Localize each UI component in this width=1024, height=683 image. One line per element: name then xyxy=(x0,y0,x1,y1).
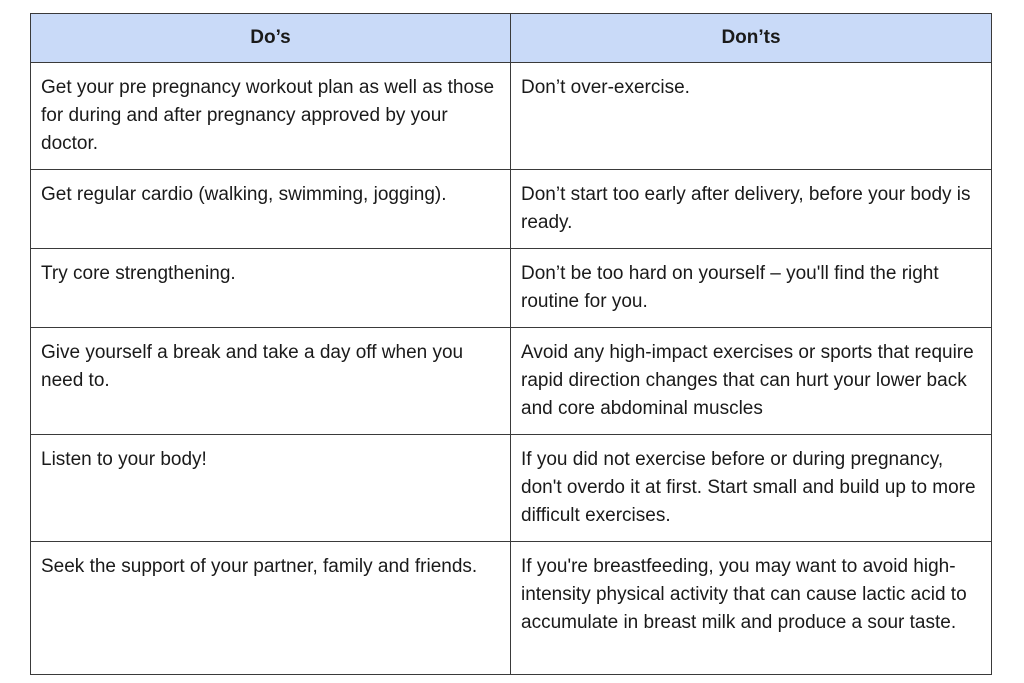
do-cell: Get regular cardio (walking, swimming, jogging). xyxy=(31,170,511,249)
dont-cell: If you did not exercise before or during pregnancy, don't overdo it at first. Start small and build up to more difficult exercises. xyxy=(511,435,992,542)
table-row xyxy=(31,63,992,170)
table-row xyxy=(31,435,992,542)
dos-donts-table-container xyxy=(30,13,991,675)
do-cell: Listen to your body! xyxy=(31,435,511,542)
table-row xyxy=(31,249,992,328)
header-donts: Don’ts xyxy=(511,14,992,63)
table-row xyxy=(31,542,992,675)
dont-cell: Avoid any high-impact exercises or sports that require rapid direction changes that can hurt your lower back and core abdominal muscles xyxy=(511,328,992,435)
dont-cell: Don’t start too early after delivery, before your body is ready. xyxy=(511,170,992,249)
dos-donts-table xyxy=(30,13,992,675)
do-cell: Try core strengthening. xyxy=(31,249,511,328)
do-cell: Get your pre pregnancy workout plan as well as those for during and after pregnancy approved by your doctor. xyxy=(31,63,511,170)
do-cell: Give yourself a break and take a day off when you need to. xyxy=(31,328,511,435)
header-dos: Do’s xyxy=(31,14,511,63)
table-row xyxy=(31,170,992,249)
header-row xyxy=(31,14,992,63)
dont-cell: If you're breastfeeding, you may want to avoid high-intensity physical activity that can cause lactic acid to accumulate in breast milk and produce a sour taste. xyxy=(511,542,992,675)
table-row xyxy=(31,328,992,435)
dont-cell: Don’t over-exercise. xyxy=(511,63,992,170)
dont-cell: Don’t be too hard on yourself – you'll find the right routine for you. xyxy=(511,249,992,328)
do-cell: Seek the support of your partner, family and friends. xyxy=(31,542,511,675)
